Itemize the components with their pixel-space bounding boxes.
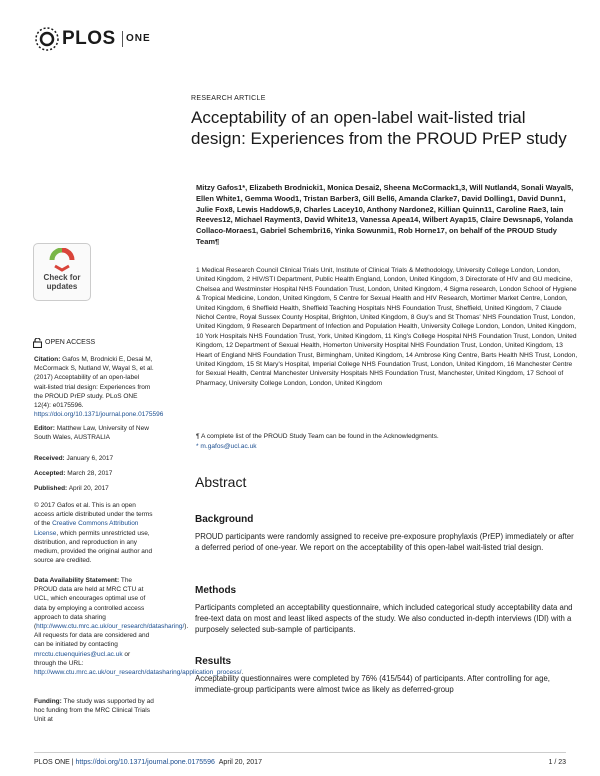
copyright-text-cont: , which permits unrestricted use, distribution, and reproduction in any medium, provided the original author and source are credited.	[34, 529, 153, 565]
plos-one-logo[interactable]	[34, 26, 151, 52]
footer-journal: PLOS ONE	[34, 759, 70, 766]
study-team-note: ¶ A complete list of the PROUD Study Team can be found in the Acknowledgments.	[196, 433, 439, 440]
results-heading: Results	[195, 656, 232, 667]
received-date: January 6, 2017	[66, 455, 114, 462]
editor-label: Editor:	[34, 425, 55, 432]
background-heading: Background	[195, 514, 254, 525]
abstract-heading: Abstract	[195, 474, 247, 490]
footer-divider	[34, 752, 566, 753]
accepted-date: March 28, 2017	[67, 470, 113, 477]
check-updates-icon	[47, 248, 77, 272]
received-label: Received:	[34, 455, 65, 462]
data-availability-text-4: .	[241, 669, 244, 677]
plos-logo-icon	[34, 26, 60, 52]
editor-text: Matthew Law, University of New South Wales, AUSTRALIA	[34, 425, 149, 442]
logo-one-text: ONE	[126, 33, 151, 44]
methods-text: Participants completed an acceptability questionnaire, which included categorical study acceptability data and free-text data on most and least liked aspects of the study. We also conducted in-depth interviews (IDI) with a purposely selected sub-sample of participants.	[195, 603, 573, 635]
funding-block	[34, 697, 154, 725]
background-text: PROUD participants were randomly assigned to receive pre-exposure prophylaxis (PrEP) immediately or after a deferred period of one-year. We report on the acceptability of this open-label wait-listed trial design.	[195, 532, 574, 553]
affiliations: 1 Medical Research Council Clinical Trials Unit, Institute of Clinical Trials & Methodology, University College London, London, United Kingdom, 2 HIV/STI Department, Public Health England, London, United Kingdom, 3 Directorate of HIV and GU medicine, Chelsea and Westminster Hospital NHS Foundation Trust, London, United Kingdom, 4 Sigma research, London School of Hygiene & Tropical Medicine, London, United Kingdom, 5 Centre for Sexual Health and HIV Research, Mortimer Market Centre, London, United Kingdom, 6 Sheffield Health, Sheffield Teaching Hospitals NHS Foundation Trust, Sheffield, United Kingdom, 7 Claude Nichol Centre, Royal Sussex County Hospital, Brighton, United Kingdom, 8 Guy's and St Thomas' NHS Foundation Trust, London, United Kingdom, 9 Research Department of Infection and Population Health, University College London, London, United Kingdom, 10 York Hospitals NHS Foundation Trust, York, United Kingdom, 11 King's College Hospital NHS Foundation Trust, London, United Kingdom, 12 Department of Sexual Health, Homerton University Hospital NHS Foundation Trust, London, United Kingdom, 13 Heart of England NHS Foundation Trust, Birmingham, United Kingdom, 14 Ambrose King Centre, Barts Health NHS Trust, London, United Kingdom, 15 St Mary's Hospital, Imperial College NHS Foundation Trust, London, United Kingdom, 16 Manchester Centre for Sexual Health, Central Manchester University Hospitals NHS Foundation Trust, Manchester, United Kingdom, 17 School of Pharmacy, University College London, London, United Kingdom	[196, 267, 578, 387]
page-number: 1 / 23	[548, 759, 566, 766]
funding-label: Funding:	[34, 698, 62, 705]
data-availability-text: The PROUD data are held at MRC CTU at UCL, which encourages optimal use of data by employing a controlled access approach to data sharing (	[34, 577, 146, 631]
citation-block	[34, 355, 164, 419]
funding-text: The study was supported by ad hoc funding from the MRC Clinical Trials Unit at	[34, 698, 154, 724]
accepted-block	[34, 469, 154, 478]
corresponding-email[interactable]: * m.gafos@ucl.ac.uk	[196, 442, 257, 450]
article-type: RESEARCH ARTICLE	[191, 95, 266, 102]
ctu-email-link[interactable]: mrcctu.ctuenquiries@ucl.ac.uk	[34, 650, 123, 658]
citation-doi-link[interactable]: https://doi.org/10.1371/journal.pone.0175596	[34, 411, 164, 419]
footer-date: April 20, 2017	[218, 759, 262, 766]
copyright-block	[34, 501, 154, 565]
editor-block	[34, 424, 154, 442]
published-label: Published:	[34, 485, 68, 492]
footer-doi-link[interactable]: https://doi.org/10.1371/journal.pone.0175596	[75, 759, 215, 766]
footer-separator: |	[71, 759, 74, 766]
citation-label: Citation:	[34, 356, 61, 363]
application-process-link[interactable]: http://www.ctu.mrc.ac.uk/our_research/datasharing/application_process/	[34, 669, 242, 677]
datasharing-link[interactable]: http://www.ctu.mrc.ac.uk/our_research/datasharing/	[36, 623, 185, 631]
results-text: Acceptability questionnaires were completed by 76% (415/544) of participants. After controlling for age, immediate-group participants were almost twice as likely as deferred-group	[195, 674, 550, 695]
accepted-label: Accepted:	[34, 470, 66, 477]
methods-heading: Methods	[195, 585, 237, 596]
citation-text: Gafos M, Brodnicki E, Desai M, McCormack S, Nutland W, Wayal S, et al. (2017) Acceptability of an open-label wait-listed trial design: Experiences from the PROUD PrEP study. PLoS ONE 12(4): e0175596.	[34, 356, 154, 410]
data-availability-label: Data Availability Statement:	[34, 577, 120, 584]
check-updates-label: Check for updates	[43, 273, 81, 291]
received-block	[34, 454, 154, 463]
author-notes	[196, 432, 576, 451]
published-block	[34, 484, 154, 493]
data-availability-text-3: or through the URL:	[34, 650, 131, 667]
article-title: Acceptability of an open-label wait-listed trial design: Experiences from the PROUD PrEP study	[191, 108, 567, 148]
logo-plos-text: PLOS	[62, 28, 116, 49]
logo-divider	[122, 31, 123, 47]
open-lock-icon	[33, 338, 42, 348]
check-for-updates-badge[interactable]	[33, 243, 91, 301]
author-list: Mitzy Gafos1*, Elizabeth Brodnicki1, Monica Desai2, Sheena McCormack1,3, Will Nutland4, Sonali Wayal5, Ellen White1, Gemma Wood1, Tristan Barber3, Gill Bell6, Amanda Clarke7, David Dolling1, David Dunn1, Julie Fox8, Lewis Haddow5,9, Charles Lacey10, Anthony Nardone2, Killian Quinn11, Caroline Rae3, Iain Reeves12, Michael Rayment3, David White13, Vanessa Apea14, Wilbert Ayap15, Claire Dewsnap6, Yolanda Collaco-Moraes1, Gabriel Schembri16, Yinka Sowunmi1, Rob Horne17, on behalf of the PROUD Study Team¶	[196, 183, 574, 246]
license-link[interactable]: Creative Commons Attribution License	[34, 520, 139, 537]
copyright-text: © 2017 Gafos et al. This is an open access article distributed under the terms of the	[34, 502, 153, 528]
published-date: April 20, 2017	[68, 485, 109, 492]
data-availability-text-2: ). All requests for data are considered and can be initiated by contacting	[34, 623, 189, 649]
